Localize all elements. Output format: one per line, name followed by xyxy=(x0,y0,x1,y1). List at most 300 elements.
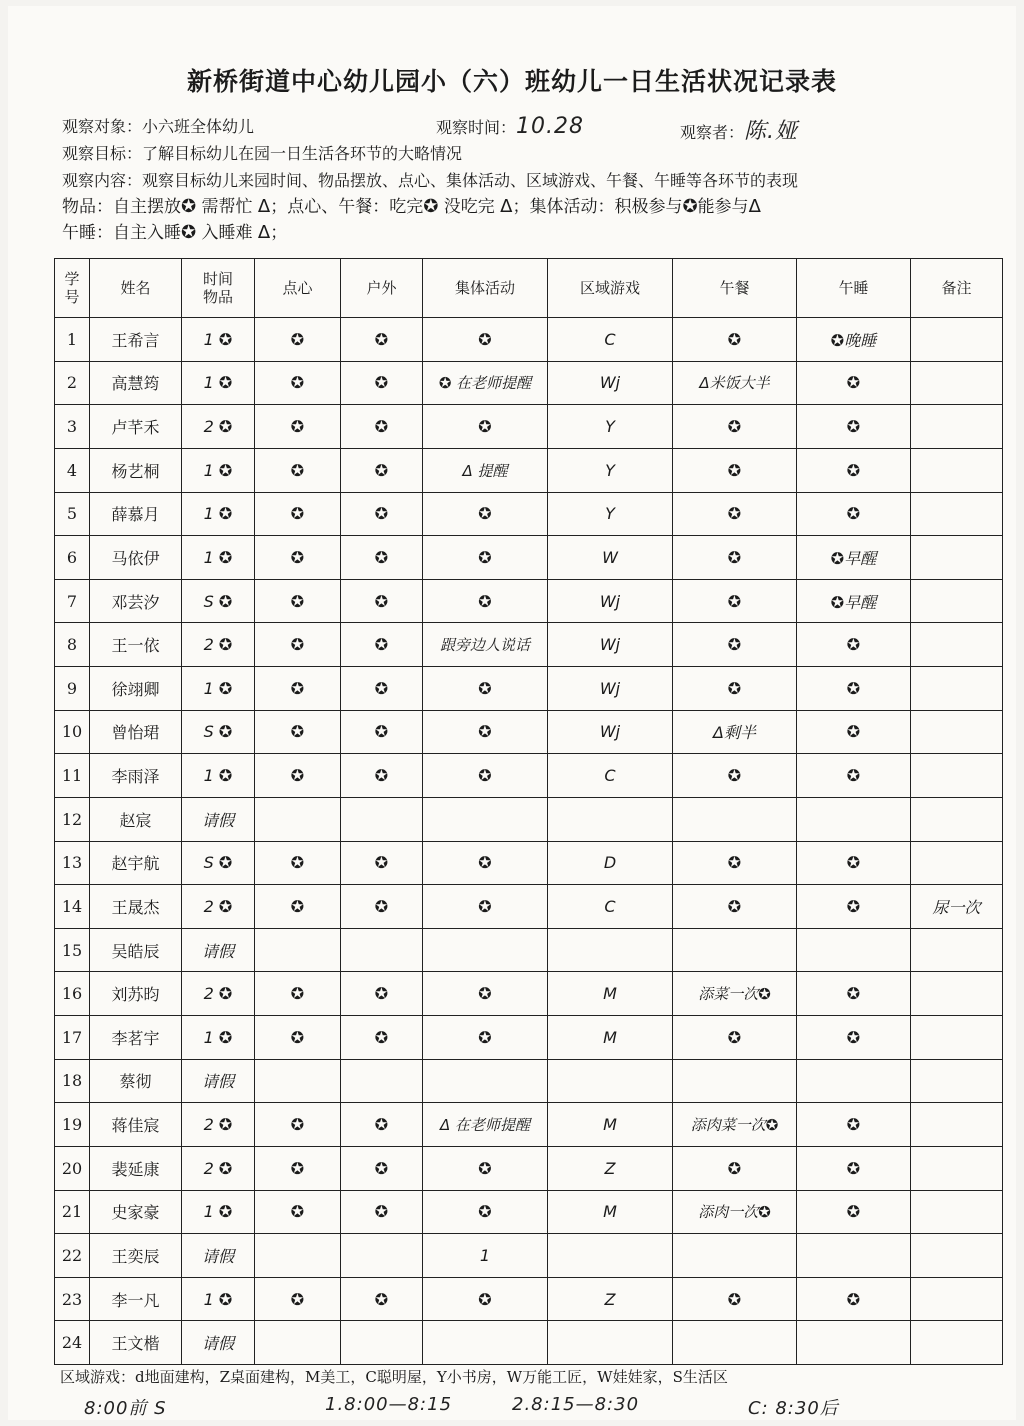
table-row xyxy=(55,1059,1003,1103)
cell-name: 刘苏昀 xyxy=(90,972,182,1016)
table-row xyxy=(55,1146,1003,1190)
cell-remark xyxy=(911,667,1003,711)
table-row xyxy=(55,1016,1003,1060)
cell-group: ✪ xyxy=(423,841,548,885)
cell-time-items: 2 ✪ xyxy=(182,972,255,1016)
cell-area: Y xyxy=(548,492,673,536)
cell-no: 23 xyxy=(55,1277,90,1321)
cell-snack: ✪ xyxy=(255,1016,341,1060)
legend-group-active: ；集体活动：积极参与 xyxy=(512,197,683,217)
cell-name: 史家豪 xyxy=(90,1190,182,1234)
cell-nap xyxy=(797,1234,911,1278)
cell-no: 17 xyxy=(55,1016,90,1060)
cell-remark: 尿一次 xyxy=(911,885,1003,929)
cell-name: 赵宇航 xyxy=(90,841,182,885)
cell-name: 高慧筠 xyxy=(90,361,182,405)
table-row xyxy=(55,1234,1003,1278)
cell-remark xyxy=(911,1059,1003,1103)
time-line xyxy=(436,114,584,139)
cell-lunch: ✪ xyxy=(673,405,797,449)
cell-outdoor: ✪ xyxy=(341,1277,423,1321)
cell-group xyxy=(423,797,548,841)
cell-remark xyxy=(911,623,1003,667)
legend-nap-hard: 入睡难 xyxy=(196,223,258,243)
cell-group: ✪ xyxy=(423,1146,548,1190)
cell-lunch: ✪ xyxy=(673,754,797,798)
cell-no: 22 xyxy=(55,1234,90,1278)
cell-area: M xyxy=(548,1016,673,1060)
cell-name: 李一凡 xyxy=(90,1277,182,1321)
cell-remark xyxy=(911,797,1003,841)
cell-lunch xyxy=(673,1059,797,1103)
footer-note-1: 8:00前 S xyxy=(84,1398,167,1419)
cell-group: ✪ xyxy=(423,1016,548,1060)
cell-outdoor: ✪ xyxy=(341,710,423,754)
cell-remark xyxy=(911,928,1003,972)
observer-value: 陈.娅 xyxy=(744,119,799,144)
cell-name: 邓芸汐 xyxy=(90,579,182,623)
cell-no: 1 xyxy=(55,318,90,362)
cell-time-items: 2 ✪ xyxy=(182,405,255,449)
subject-line xyxy=(62,114,254,137)
col-header-lunch: 午餐 xyxy=(673,259,797,318)
cell-remark xyxy=(911,448,1003,492)
cell-group xyxy=(423,1059,548,1103)
cell-area: Y xyxy=(548,448,673,492)
cell-time-items: 1 ✪ xyxy=(182,1277,255,1321)
cell-name: 马依伊 xyxy=(90,536,182,580)
cell-outdoor: ✪ xyxy=(341,536,423,580)
subject-label: 观察对象： xyxy=(62,117,143,136)
cell-name: 曾怡珺 xyxy=(90,710,182,754)
cell-snack: ✪ xyxy=(255,492,341,536)
observer-label: 观察者： xyxy=(680,123,745,142)
cell-area: M xyxy=(548,1190,673,1234)
cell-time-items: 2 ✪ xyxy=(182,1103,255,1147)
cell-snack: ✪ xyxy=(255,885,341,929)
cell-group: ✪ xyxy=(423,492,548,536)
cell-group: ✪ xyxy=(423,579,548,623)
cell-nap: ✪ xyxy=(797,841,911,885)
cell-time-items: 1 ✪ xyxy=(182,318,255,362)
cell-lunch: Δ剩半 xyxy=(673,710,797,754)
table-row xyxy=(55,492,1003,536)
cell-group: Δ 在老师提醒 xyxy=(423,1103,548,1147)
col-header-time-items: 时间物品 xyxy=(182,259,255,318)
cell-remark xyxy=(911,361,1003,405)
cell-nap xyxy=(797,1059,911,1103)
cell-outdoor: ✪ xyxy=(341,623,423,667)
cell-no: 20 xyxy=(55,1146,90,1190)
col-header-outdoor: 户外 xyxy=(341,259,423,318)
col-header-snack: 点心 xyxy=(255,259,341,318)
cell-no: 7 xyxy=(55,579,90,623)
triangle-icon: Δ xyxy=(257,222,271,243)
legend-meal-unfinished: 没吃完 xyxy=(438,197,501,217)
subject-value: 小六班全体幼儿 xyxy=(142,117,255,136)
cell-group: ✪ xyxy=(423,536,548,580)
cell-snack: ✪ xyxy=(255,972,341,1016)
cell-no: 11 xyxy=(55,754,90,798)
cell-nap: ✪ xyxy=(797,754,911,798)
cell-snack: ✪ xyxy=(255,623,341,667)
cell-time-items: 1 ✪ xyxy=(182,492,255,536)
cell-lunch xyxy=(673,797,797,841)
cell-no: 9 xyxy=(55,667,90,711)
cell-no: 2 xyxy=(55,361,90,405)
cell-outdoor xyxy=(341,1059,423,1103)
time-value: 10.28 xyxy=(516,114,584,139)
cell-lunch: ✪ xyxy=(673,1016,797,1060)
cell-no: 5 xyxy=(55,492,90,536)
content-line xyxy=(62,168,798,191)
cell-lunch: ✪ xyxy=(673,579,797,623)
cell-remark xyxy=(911,536,1003,580)
symbol-legend-line-2 xyxy=(62,218,287,243)
cell-no: 3 xyxy=(55,405,90,449)
cell-outdoor: ✪ xyxy=(341,579,423,623)
cell-remark xyxy=(911,1321,1003,1365)
cell-nap xyxy=(797,1321,911,1365)
cell-outdoor: ✪ xyxy=(341,754,423,798)
cell-group: ✪ xyxy=(423,318,548,362)
cell-group: ✪ xyxy=(423,667,548,711)
cell-time-items: 1 ✪ xyxy=(182,1016,255,1060)
cell-lunch xyxy=(673,928,797,972)
triangle-icon: Δ xyxy=(500,196,513,217)
goal-label: 观察目标： xyxy=(62,144,143,163)
cell-snack: ✪ xyxy=(255,667,341,711)
cell-lunch xyxy=(673,1234,797,1278)
cell-time-items: 2 ✪ xyxy=(182,1146,255,1190)
cell-lunch: 添菜一次✪ xyxy=(673,972,797,1016)
cell-remark xyxy=(911,318,1003,362)
cell-name: 裴延康 xyxy=(90,1146,182,1190)
cell-no: 4 xyxy=(55,448,90,492)
cell-area: C xyxy=(548,885,673,929)
cell-group: ✪ 在老师提醒 xyxy=(423,361,548,405)
table-row xyxy=(55,579,1003,623)
cell-area xyxy=(548,1059,673,1103)
table-row xyxy=(55,1321,1003,1365)
cell-time-items: 请假 xyxy=(182,928,255,972)
legend-group-join: 能参与 xyxy=(697,197,749,217)
cell-group: ✪ xyxy=(423,1190,548,1234)
cell-remark xyxy=(911,1234,1003,1278)
cell-area: Y xyxy=(548,405,673,449)
cell-remark xyxy=(911,1277,1003,1321)
cell-group xyxy=(423,928,548,972)
cell-time-items: 请假 xyxy=(182,1059,255,1103)
cell-area: C xyxy=(548,318,673,362)
cell-lunch: ✪ xyxy=(673,536,797,580)
cell-no: 10 xyxy=(55,710,90,754)
cell-nap: ✪早醒 xyxy=(797,536,911,580)
cell-nap: ✪ xyxy=(797,405,911,449)
col-header-area: 区域游戏 xyxy=(548,259,673,318)
col-header-group: 集体活动 xyxy=(423,259,548,318)
cell-time-items: 请假 xyxy=(182,1321,255,1365)
cell-group: ✪ xyxy=(423,405,548,449)
cell-lunch: Δ米饭大半 xyxy=(673,361,797,405)
star-icon: ✪ xyxy=(423,196,439,217)
cell-area: D xyxy=(548,841,673,885)
cell-lunch: ✪ xyxy=(673,1146,797,1190)
cell-no: 6 xyxy=(55,536,90,580)
table-row xyxy=(55,841,1003,885)
cell-outdoor: ✪ xyxy=(341,1103,423,1147)
cell-nap: ✪ xyxy=(797,1016,911,1060)
cell-no: 13 xyxy=(55,841,90,885)
cell-outdoor: ✪ xyxy=(341,1146,423,1190)
cell-lunch: ✪ xyxy=(673,492,797,536)
cell-nap: ✪ xyxy=(797,1146,911,1190)
cell-area: C xyxy=(548,754,673,798)
cell-outdoor: ✪ xyxy=(341,667,423,711)
cell-nap: ✪ xyxy=(797,710,911,754)
cell-no: 14 xyxy=(55,885,90,929)
triangle-icon: Δ xyxy=(257,196,271,217)
cell-time-items: 1 ✪ xyxy=(182,536,255,580)
cell-remark xyxy=(911,405,1003,449)
cell-time-items: S ✪ xyxy=(182,710,255,754)
goal-line xyxy=(62,141,462,164)
cell-nap: ✪ xyxy=(797,1277,911,1321)
cell-remark xyxy=(911,1146,1003,1190)
cell-area: Wj xyxy=(548,667,673,711)
cell-no: 16 xyxy=(55,972,90,1016)
cell-nap: ✪ xyxy=(797,1190,911,1234)
star-icon: ✪ xyxy=(181,222,197,243)
cell-remark xyxy=(911,1103,1003,1147)
cell-time-items: 1 ✪ xyxy=(182,1190,255,1234)
cell-no: 12 xyxy=(55,797,90,841)
record-table xyxy=(54,258,1003,1365)
cell-snack: ✪ xyxy=(255,536,341,580)
cell-area xyxy=(548,797,673,841)
table-row xyxy=(55,623,1003,667)
table-row xyxy=(55,318,1003,362)
cell-outdoor: ✪ xyxy=(341,1190,423,1234)
cell-time-items: 请假 xyxy=(182,1234,255,1278)
cell-lunch: ✪ xyxy=(673,841,797,885)
cell-lunch: ✪ xyxy=(673,1277,797,1321)
cell-area: Z xyxy=(548,1277,673,1321)
cell-name: 李茗宇 xyxy=(90,1016,182,1060)
col-header-name: 姓名 xyxy=(90,259,182,318)
symbol-legend-line-1 xyxy=(62,192,761,217)
cell-snack: ✪ xyxy=(255,1103,341,1147)
cell-nap xyxy=(797,797,911,841)
cell-name: 薛慕月 xyxy=(90,492,182,536)
cell-outdoor: ✪ xyxy=(341,405,423,449)
cell-lunch: ✪ xyxy=(673,885,797,929)
cell-time-items: S ✪ xyxy=(182,579,255,623)
table-row xyxy=(55,1103,1003,1147)
cell-group: 1 xyxy=(423,1234,548,1278)
cell-name: 赵宸 xyxy=(90,797,182,841)
table-row xyxy=(55,754,1003,798)
table-row xyxy=(55,797,1003,841)
cell-group: ✪ xyxy=(423,885,548,929)
cell-time-items: 1 ✪ xyxy=(182,667,255,711)
cell-nap: ✪早醒 xyxy=(797,579,911,623)
star-icon: ✪ xyxy=(181,196,197,217)
cell-area: Wj xyxy=(548,361,673,405)
triangle-icon: Δ xyxy=(748,196,761,217)
cell-outdoor xyxy=(341,1234,423,1278)
cell-snack: ✪ xyxy=(255,579,341,623)
cell-snack xyxy=(255,928,341,972)
cell-time-items: 2 ✪ xyxy=(182,885,255,929)
legend-items-help: 需帮忙 xyxy=(196,197,258,217)
cell-name: 徐翊卿 xyxy=(90,667,182,711)
area-legend: 区域游戏：d地面建构，Z桌面建构，M美工，C聪明屋，Y小书房，W万能工匠，W娃娃家，S生活区 xyxy=(60,1368,728,1386)
legend-nap-self: 午睡：自主入睡 xyxy=(62,223,181,243)
cell-outdoor: ✪ xyxy=(341,318,423,362)
cell-name: 卢芊禾 xyxy=(90,405,182,449)
cell-lunch: ✪ xyxy=(673,448,797,492)
cell-outdoor: ✪ xyxy=(341,972,423,1016)
table-row xyxy=(55,361,1003,405)
content-value: 观察目标幼儿来园时间、物品摆放、点心、集体活动、区域游戏、午餐、午睡等各环节的表现 xyxy=(142,171,799,190)
cell-nap: ✪ xyxy=(797,448,911,492)
cell-nap: ✪ xyxy=(797,1103,911,1147)
legend-items-self: 物品：自主摆放 xyxy=(62,197,181,217)
cell-snack: ✪ xyxy=(255,754,341,798)
cell-name: 王希言 xyxy=(90,318,182,362)
cell-snack xyxy=(255,1059,341,1103)
cell-area: W xyxy=(548,536,673,580)
cell-remark xyxy=(911,841,1003,885)
legend-end: ； xyxy=(270,223,288,243)
cell-outdoor xyxy=(341,797,423,841)
cell-snack: ✪ xyxy=(255,1277,341,1321)
cell-area: M xyxy=(548,1103,673,1147)
cell-lunch xyxy=(673,1321,797,1365)
cell-group: ✪ xyxy=(423,710,548,754)
cell-remark xyxy=(911,492,1003,536)
cell-snack: ✪ xyxy=(255,841,341,885)
cell-snack: ✪ xyxy=(255,448,341,492)
cell-nap: ✪ xyxy=(797,361,911,405)
cell-group: ✪ xyxy=(423,1277,548,1321)
cell-group: ✪ xyxy=(423,754,548,798)
cell-snack: ✪ xyxy=(255,318,341,362)
cell-remark xyxy=(911,972,1003,1016)
table-row xyxy=(55,536,1003,580)
cell-group: Δ 提醒 xyxy=(423,448,548,492)
cell-nap xyxy=(797,928,911,972)
cell-snack xyxy=(255,1234,341,1278)
cell-name: 杨艺桐 xyxy=(90,448,182,492)
cell-group xyxy=(423,1321,548,1365)
cell-name: 蔡彻 xyxy=(90,1059,182,1103)
cell-area: M xyxy=(548,972,673,1016)
footer-note-2: 1.8:00—8:15 xyxy=(325,1394,453,1415)
cell-snack: ✪ xyxy=(255,1146,341,1190)
col-header-nap: 午睡 xyxy=(797,259,911,318)
cell-no: 24 xyxy=(55,1321,90,1365)
cell-outdoor: ✪ xyxy=(341,448,423,492)
cell-outdoor: ✪ xyxy=(341,885,423,929)
cell-group: ✪ xyxy=(423,972,548,1016)
cell-snack: ✪ xyxy=(255,405,341,449)
cell-snack: ✪ xyxy=(255,361,341,405)
cell-no: 8 xyxy=(55,623,90,667)
cell-outdoor: ✪ xyxy=(341,361,423,405)
cell-nap: ✪晚睡 xyxy=(797,318,911,362)
cell-time-items: 请假 xyxy=(182,797,255,841)
table-row xyxy=(55,405,1003,449)
cell-outdoor: ✪ xyxy=(341,492,423,536)
cell-time-items: 1 ✪ xyxy=(182,361,255,405)
cell-nap: ✪ xyxy=(797,667,911,711)
cell-name: 李雨泽 xyxy=(90,754,182,798)
star-icon: ✪ xyxy=(682,196,698,217)
cell-snack xyxy=(255,1321,341,1365)
cell-area: Wj xyxy=(548,710,673,754)
cell-outdoor xyxy=(341,1321,423,1365)
cell-time-items: S ✪ xyxy=(182,841,255,885)
cell-nap: ✪ xyxy=(797,492,911,536)
cell-name: 王文楷 xyxy=(90,1321,182,1365)
cell-area: Wj xyxy=(548,623,673,667)
cell-name: 王奕辰 xyxy=(90,1234,182,1278)
cell-area xyxy=(548,1234,673,1278)
table-row xyxy=(55,1190,1003,1234)
cell-no: 21 xyxy=(55,1190,90,1234)
cell-time-items: 1 ✪ xyxy=(182,754,255,798)
content-label: 观察内容： xyxy=(62,171,143,190)
cell-remark xyxy=(911,754,1003,798)
cell-remark xyxy=(911,579,1003,623)
cell-name: 王晟杰 xyxy=(90,885,182,929)
cell-outdoor xyxy=(341,928,423,972)
footer-note-3: 2.8:15—8:30 xyxy=(512,1394,640,1415)
cell-lunch: ✪ xyxy=(673,623,797,667)
cell-no: 15 xyxy=(55,928,90,972)
table-header-row xyxy=(55,259,1003,318)
cell-area: Wj xyxy=(548,579,673,623)
cell-outdoor: ✪ xyxy=(341,841,423,885)
cell-no: 19 xyxy=(55,1103,90,1147)
cell-remark xyxy=(911,1190,1003,1234)
cell-group: 跟旁边人说话 xyxy=(423,623,548,667)
cell-snack: ✪ xyxy=(255,710,341,754)
cell-area xyxy=(548,928,673,972)
cell-nap: ✪ xyxy=(797,623,911,667)
cell-area xyxy=(548,1321,673,1365)
cell-outdoor: ✪ xyxy=(341,1016,423,1060)
cell-lunch: 添肉菜一次✪ xyxy=(673,1103,797,1147)
cell-snack xyxy=(255,797,341,841)
cell-nap: ✪ xyxy=(797,972,911,1016)
observer-line xyxy=(680,114,798,145)
table-row xyxy=(55,1277,1003,1321)
cell-time-items: 1 ✪ xyxy=(182,448,255,492)
time-label: 观察时间： xyxy=(436,118,517,137)
cell-name: 蒋佳宸 xyxy=(90,1103,182,1147)
table-row xyxy=(55,928,1003,972)
cell-lunch: ✪ xyxy=(673,318,797,362)
table-row xyxy=(55,885,1003,929)
table-row xyxy=(55,710,1003,754)
cell-time-items: 2 ✪ xyxy=(182,623,255,667)
cell-nap: ✪ xyxy=(797,885,911,929)
col-header-remark: 备注 xyxy=(911,259,1003,318)
cell-remark xyxy=(911,1016,1003,1060)
